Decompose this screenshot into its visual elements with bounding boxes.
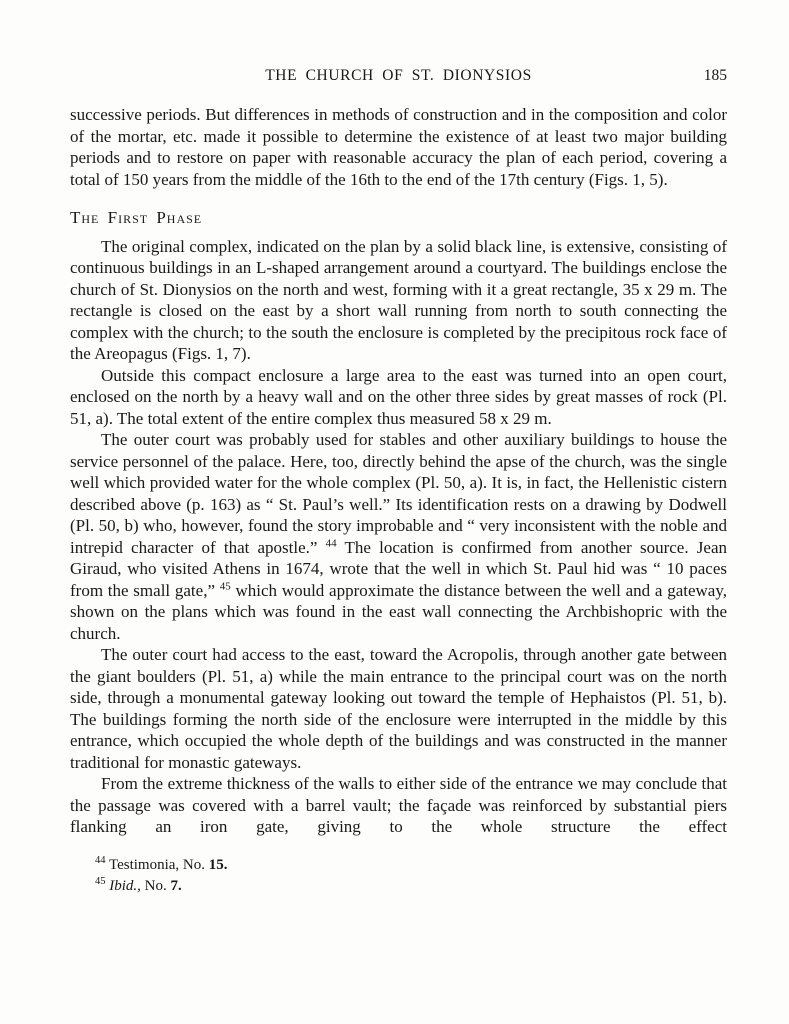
section-heading: The First Phase <box>70 208 203 227</box>
footnote-ref-44: 44 <box>325 536 337 549</box>
running-head: THE CHURCH OF ST. DIONYSIOS <box>265 67 532 84</box>
footnotes <box>70 855 727 898</box>
paragraph: Outside this compact enclosure a large area to the east was turned into an open court, enclosed on the north by a heavy wall and on the other three sides by great masses of rock (Pl. 51, a). The total extent of the entire complex thus measured 58 x 29 m. <box>70 365 727 428</box>
footnote-marker: 45 <box>95 876 106 887</box>
paragraph: The outer court had access to the east, toward the Acropolis, through another gate between the giant boulders (Pl. 51, a) while the main entrance to the principal court was on the north side, through a monumental gateway looking out toward the temple of Hephaistos (Pl. 51, b). The buildings forming the north side of the enclosure were interrupted in the middle by this entrance, which occupied the whole depth of the buildings and was constructed in the manner traditional for monastic gateways. <box>70 645 727 772</box>
footnote-number: 15. <box>208 856 228 873</box>
footnote-number: 7. <box>170 878 182 894</box>
paragraph: The original complex, indicated on the plan by a solid black line, is extensive, consisting of continuous buildings in an L-shaped arrangement around a courtyard. The buildings enclose the church of St. Dionysios on the north and west, forming with it a great rectangle, 35 x 29 m. The rectangle is closed on the east by a short wall running from north to south connecting the complex with the church; to the south the enclosure is completed by the precipitous rock face of the Areopagus (Figs. 1, 7). <box>70 236 727 363</box>
paragraph-text: which would approximate the distance between the well and a gateway, shown on the plans which was found in the east wall connecting the Archbishopric with the church. <box>70 580 727 643</box>
footnote-ibid: Ibid. <box>109 878 138 894</box>
footnote-marker: 44 <box>95 854 106 866</box>
page-header <box>70 66 727 86</box>
paragraph <box>70 429 727 644</box>
footnote-text: , No. <box>137 878 171 894</box>
page-number: 185 <box>703 67 727 84</box>
paragraph-continuation: successive periods. But differences in methods of construction and in the composition and color of the mortar, etc. made it possible to determine the existence of at least two major building periods and to restore on paper with reasonable accuracy the plan of each period, covering a total of 150 years from the middle of the 16th to the end of the 17th century (Figs. 1, 5). <box>70 105 727 189</box>
paragraph-text: The location is confirmed from another source. Jean Giraud, who visited Athens in 1674, wrote that the well in which St. Paul hid was “ 10 paces from the small gate,” <box>70 537 727 600</box>
paragraph-text: The outer court was probably used for stables and other auxiliary buildings to house the service personnel of the palace. Here, too, directly behind the apse of the church, was the single well which provided water for the whole complex (Pl. 50, a). It is, in fact, the Hellenistic cistern described above (p. 163) as “ St. Paul’s well.” Its identification rests on a drawing by Dodwell (Pl. 50, b) who, however, found the story improbable and “ very inconsistent with the noble and intrepid character of that apostle.” <box>70 430 727 557</box>
paragraph: From the extreme thickness of the walls to either side of the entrance we may conclude that the passage was covered with a barrel vault; the façade was reinforced by substantial piers flanking an iron gate, giving to the whole structure the effect <box>70 774 727 836</box>
footnote-ref-45: 45 <box>219 579 231 592</box>
footnote-45 <box>70 876 727 898</box>
text-column <box>70 104 727 838</box>
footnote-44 <box>70 855 727 877</box>
footnote-text: Testimonia, No. <box>108 856 209 873</box>
